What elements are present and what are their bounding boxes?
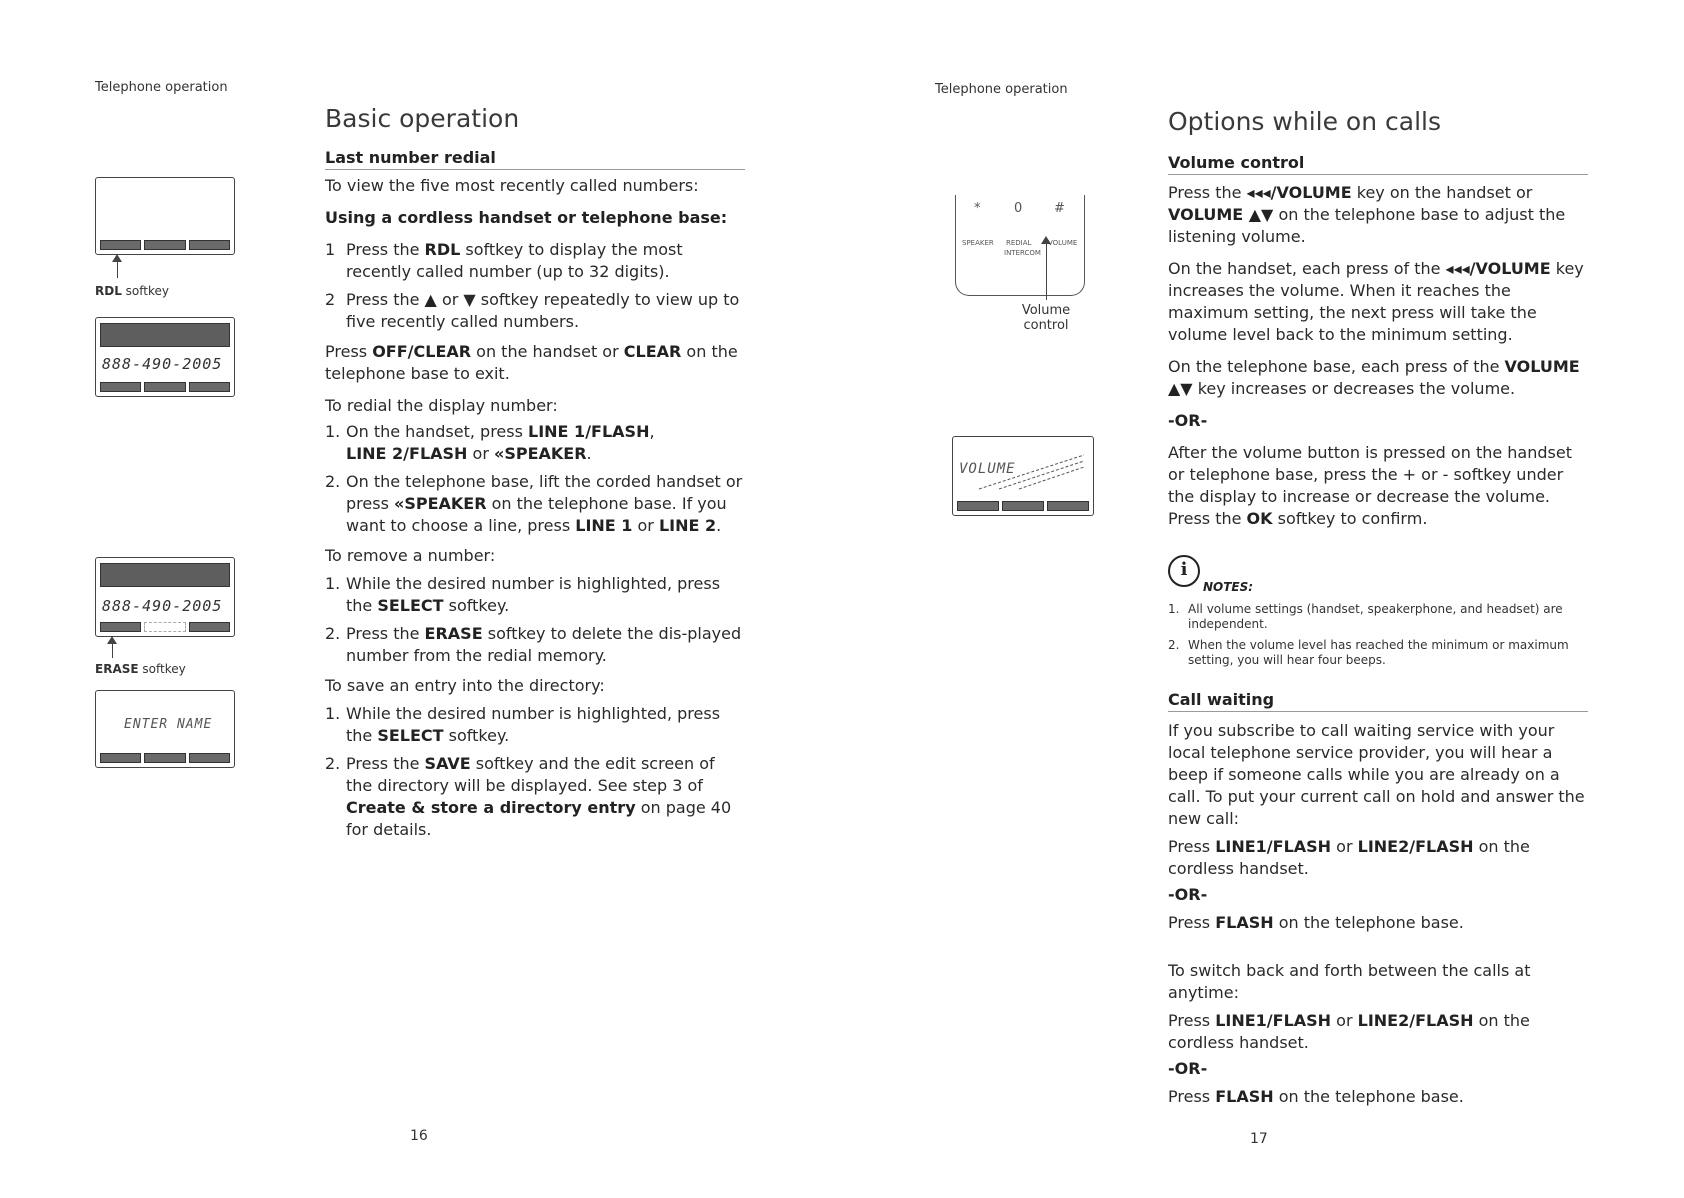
- rdl-softkey-caption: RDL softkey: [95, 284, 169, 298]
- exit-instruction: Press OFF/CLEAR on the handset or CLEAR on the telephone base to exit.: [325, 342, 738, 383]
- list-item: 1. While the desired number is highlighted, press the SELECT softkey.: [325, 704, 721, 745]
- display-number: 888-490-2005: [102, 597, 223, 615]
- softkey-bar: [957, 501, 1089, 511]
- list-item: 2. When the volume level has reached the minimum or maximum setting, you will hear four beeps.: [1168, 638, 1569, 667]
- after-volume-para: After the volume button is pressed on the handset or telephone base, press the + or - softkey under the display to increase or decrease the volume. Press the OK softkey to confirm.: [1168, 443, 1572, 528]
- highlight-bar: [100, 563, 230, 587]
- volume-control-subhead: Volume control: [1168, 153, 1588, 175]
- softkey-bar: [100, 622, 230, 632]
- arrow-up-icon: [112, 254, 122, 262]
- redial-display-intro: To redial the display number:: [325, 396, 558, 415]
- arrow-up-icon: [107, 636, 117, 644]
- arrow-up-icon: [1041, 236, 1051, 244]
- remove-steps: [325, 573, 745, 667]
- softkey-bar: [100, 753, 230, 763]
- list-item: 2. Press the ERASE softkey to delete the dis-played number from the redial memory.: [325, 624, 742, 665]
- notes-label: NOTES:: [1203, 580, 1254, 594]
- list-item: 1. While the desired number is highlighted, press the SELECT softkey.: [325, 574, 721, 615]
- list-item: 2. Press the SAVE softkey and the edit screen of the directory will be displayed. See step 3 of Create & store a directory entry on page 40 for details.: [325, 754, 732, 839]
- call-waiting-flash-1: Press FLASH on the telephone base.: [1168, 913, 1464, 932]
- handset-keypad-figure: [955, 195, 1085, 296]
- volume-display-text: VOLUME: [959, 461, 1016, 477]
- erase-softkey-caption: ERASE softkey: [95, 662, 186, 676]
- redial-steps: [325, 421, 745, 537]
- right-section-title: Options while on calls: [1168, 107, 1441, 136]
- intercom-key-label: INTERCOM: [1004, 249, 1041, 257]
- save-steps: [325, 703, 745, 841]
- list-item: 2 Press the ▲ or ▼ softkey repeatedly to view up to five recently called numbers.: [325, 290, 740, 331]
- list-item: 1. On the handset, press LINE 1/FLASH, LINE 2/FLASH or «SPEAKER.: [325, 422, 655, 463]
- list-item: 2. On the telephone base, lift the corded handset or press «SPEAKER on the telephone base. If you want to choose a line, press LINE 1 or LINE 2.: [325, 472, 743, 535]
- softkey-bar: [100, 382, 230, 392]
- list-item: 1. All volume settings (handset, speakerphone, and headset) are independent.: [1168, 602, 1563, 631]
- softkey-bar: [100, 240, 230, 250]
- last-number-redial-subhead: Last number redial: [325, 148, 745, 170]
- redial-key-label: REDIAL: [1006, 239, 1032, 247]
- redial-intro: To view the five most recently called numbers:: [325, 176, 699, 195]
- call-waiting-press-1: Press LINE1/FLASH or LINE2/FLASH on the cordless handset.: [1168, 837, 1530, 878]
- volume-para-1: Press the ◂◂◂/VOLUME key on the handset or VOLUME ▲▼ on the telephone base to adjust the listening volume.: [1168, 183, 1566, 246]
- or-divider: -OR-: [1168, 411, 1208, 430]
- save-intro: To save an entry into the directory:: [325, 676, 605, 695]
- left-section-title: Basic operation: [325, 104, 520, 133]
- right-page-body: [1168, 182, 1592, 540]
- redial-number-display: [95, 317, 235, 397]
- zero-key: 0: [1014, 201, 1023, 216]
- volume-pointer-line: [1046, 240, 1047, 300]
- highlight-bar: [100, 323, 230, 347]
- right-page-header: Telephone operation: [935, 82, 1068, 97]
- call-waiting-flash-2: Press FLASH on the telephone base.: [1168, 1087, 1464, 1106]
- volume-display-figure: [952, 436, 1094, 516]
- right-page-number: 17: [1250, 1131, 1268, 1147]
- hash-key: #: [1054, 201, 1065, 216]
- call-waiting-intro: If you subscribe to call waiting service with your local telephone service provider, you will hear a beep if someone calls while you are already on a call. To put your current call on hold and answer the new call:: [1168, 721, 1585, 828]
- left-page-header: Telephone operation: [95, 80, 228, 95]
- speaker-key-label: SPEAKER: [962, 239, 994, 247]
- or-divider: -OR-: [1168, 1059, 1208, 1078]
- entry-text: ENTER NAME: [124, 717, 213, 732]
- notes-list: [1168, 602, 1588, 674]
- call-waiting-press-2: Press LINE1/FLASH or LINE2/FLASH on the cordless handset.: [1168, 1011, 1530, 1052]
- display-number: 888-490-2005: [102, 355, 223, 373]
- volume-control-caption: Volume control: [1021, 303, 1071, 333]
- volume-para-3: On the telephone base, each press of the VOLUME ▲▼ key increases or decreases the volume.: [1168, 357, 1580, 398]
- remove-intro: To remove a number:: [325, 546, 496, 565]
- volume-ramp-graphic: [959, 451, 1089, 491]
- view-steps: [325, 239, 745, 333]
- rdl-display-figure: [95, 177, 235, 255]
- switch-intro: To switch back and forth between the calls at anytime:: [1168, 961, 1531, 1002]
- call-waiting-body: [1168, 720, 1592, 1118]
- volume-key-label: VOLUME: [1048, 239, 1078, 247]
- info-icon: i: [1168, 555, 1200, 587]
- left-page-body: [325, 175, 745, 849]
- left-page-number: 16: [410, 1128, 428, 1144]
- call-waiting-subhead: Call waiting: [1168, 690, 1588, 712]
- volume-para-2: On the handset, each press of the ◂◂◂/VOLUME key increases the volume. When it reaches the maximum setting, the next press will take the volume level back to the minimum setting.: [1168, 259, 1584, 344]
- or-divider: -OR-: [1168, 885, 1208, 904]
- star-key: *: [974, 201, 981, 216]
- using-handset-label: Using a cordless handset or telephone base:: [325, 208, 728, 227]
- enter-name-display: [95, 690, 235, 768]
- erase-display-figure: [95, 557, 235, 637]
- list-item: 1 Press the RDL softkey to display the most recently called number (up to 32 digits).: [325, 240, 683, 281]
